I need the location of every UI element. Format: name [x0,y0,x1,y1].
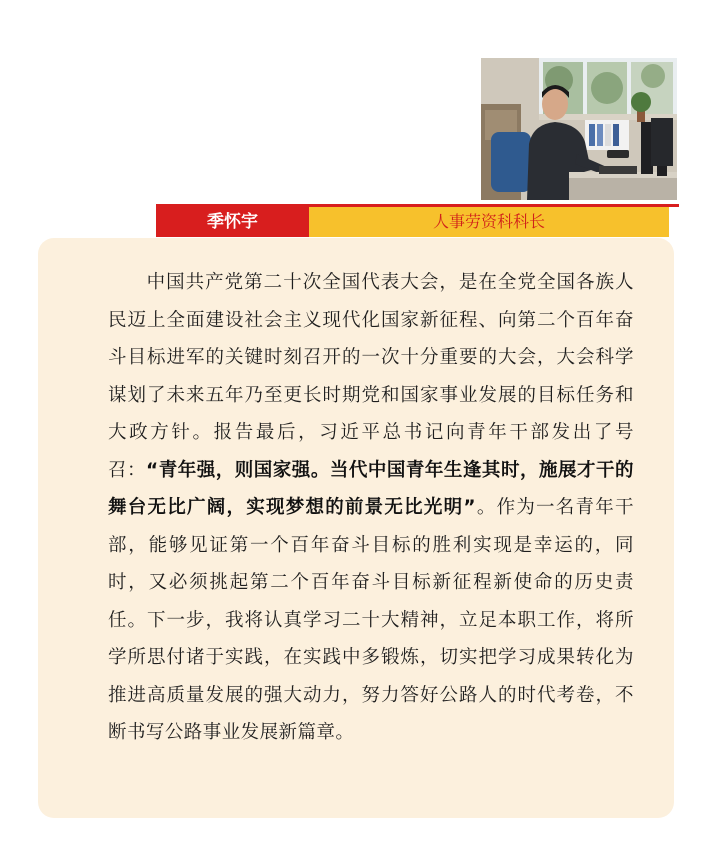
article-intro: 中国共产党第二十次全国代表大会，是在全党全国各族人民迈上全面建设社会主义现代化国家新征程、向第二个百年奋斗目标进军的关键时刻召开的一次十分重要的大会，大会科学谋划了未来五年乃至更长时期党和国家事业发展的目标任务和大政方针。报告最后，习近平总书记向青年干部发出了号召： [108,272,634,481]
profile-photo [481,58,677,200]
article-paragraph [108,264,634,752]
article-card [38,238,674,818]
person-title: 人事劳资科科长 [309,207,669,237]
name-title-bar [156,204,669,237]
article-conclusion: 。作为一名青年干部，能够见证第一个百年奋斗目标的胜利实现是幸运的，同时，又必须挑起第二个百年奋斗目标新征程新使命的历史责任。下一步，我将认真学习二十大精神，立足本职工作，将所学所思付诸于实践，在实践中多锻炼，切实把学习成果转化为推进高质量发展的强大动力，努力答好公路人的时代考卷，不断书写公路事业发展新篇章。 [108,497,634,743]
article-quote: “青年强，则国家强。当代中国青年生逢其时，施展才干的舞台无比广阔，实现梦想的前景无比光明” [108,459,634,518]
office-scene-illustration [481,58,677,200]
person-name: 季怀宇 [156,207,309,237]
